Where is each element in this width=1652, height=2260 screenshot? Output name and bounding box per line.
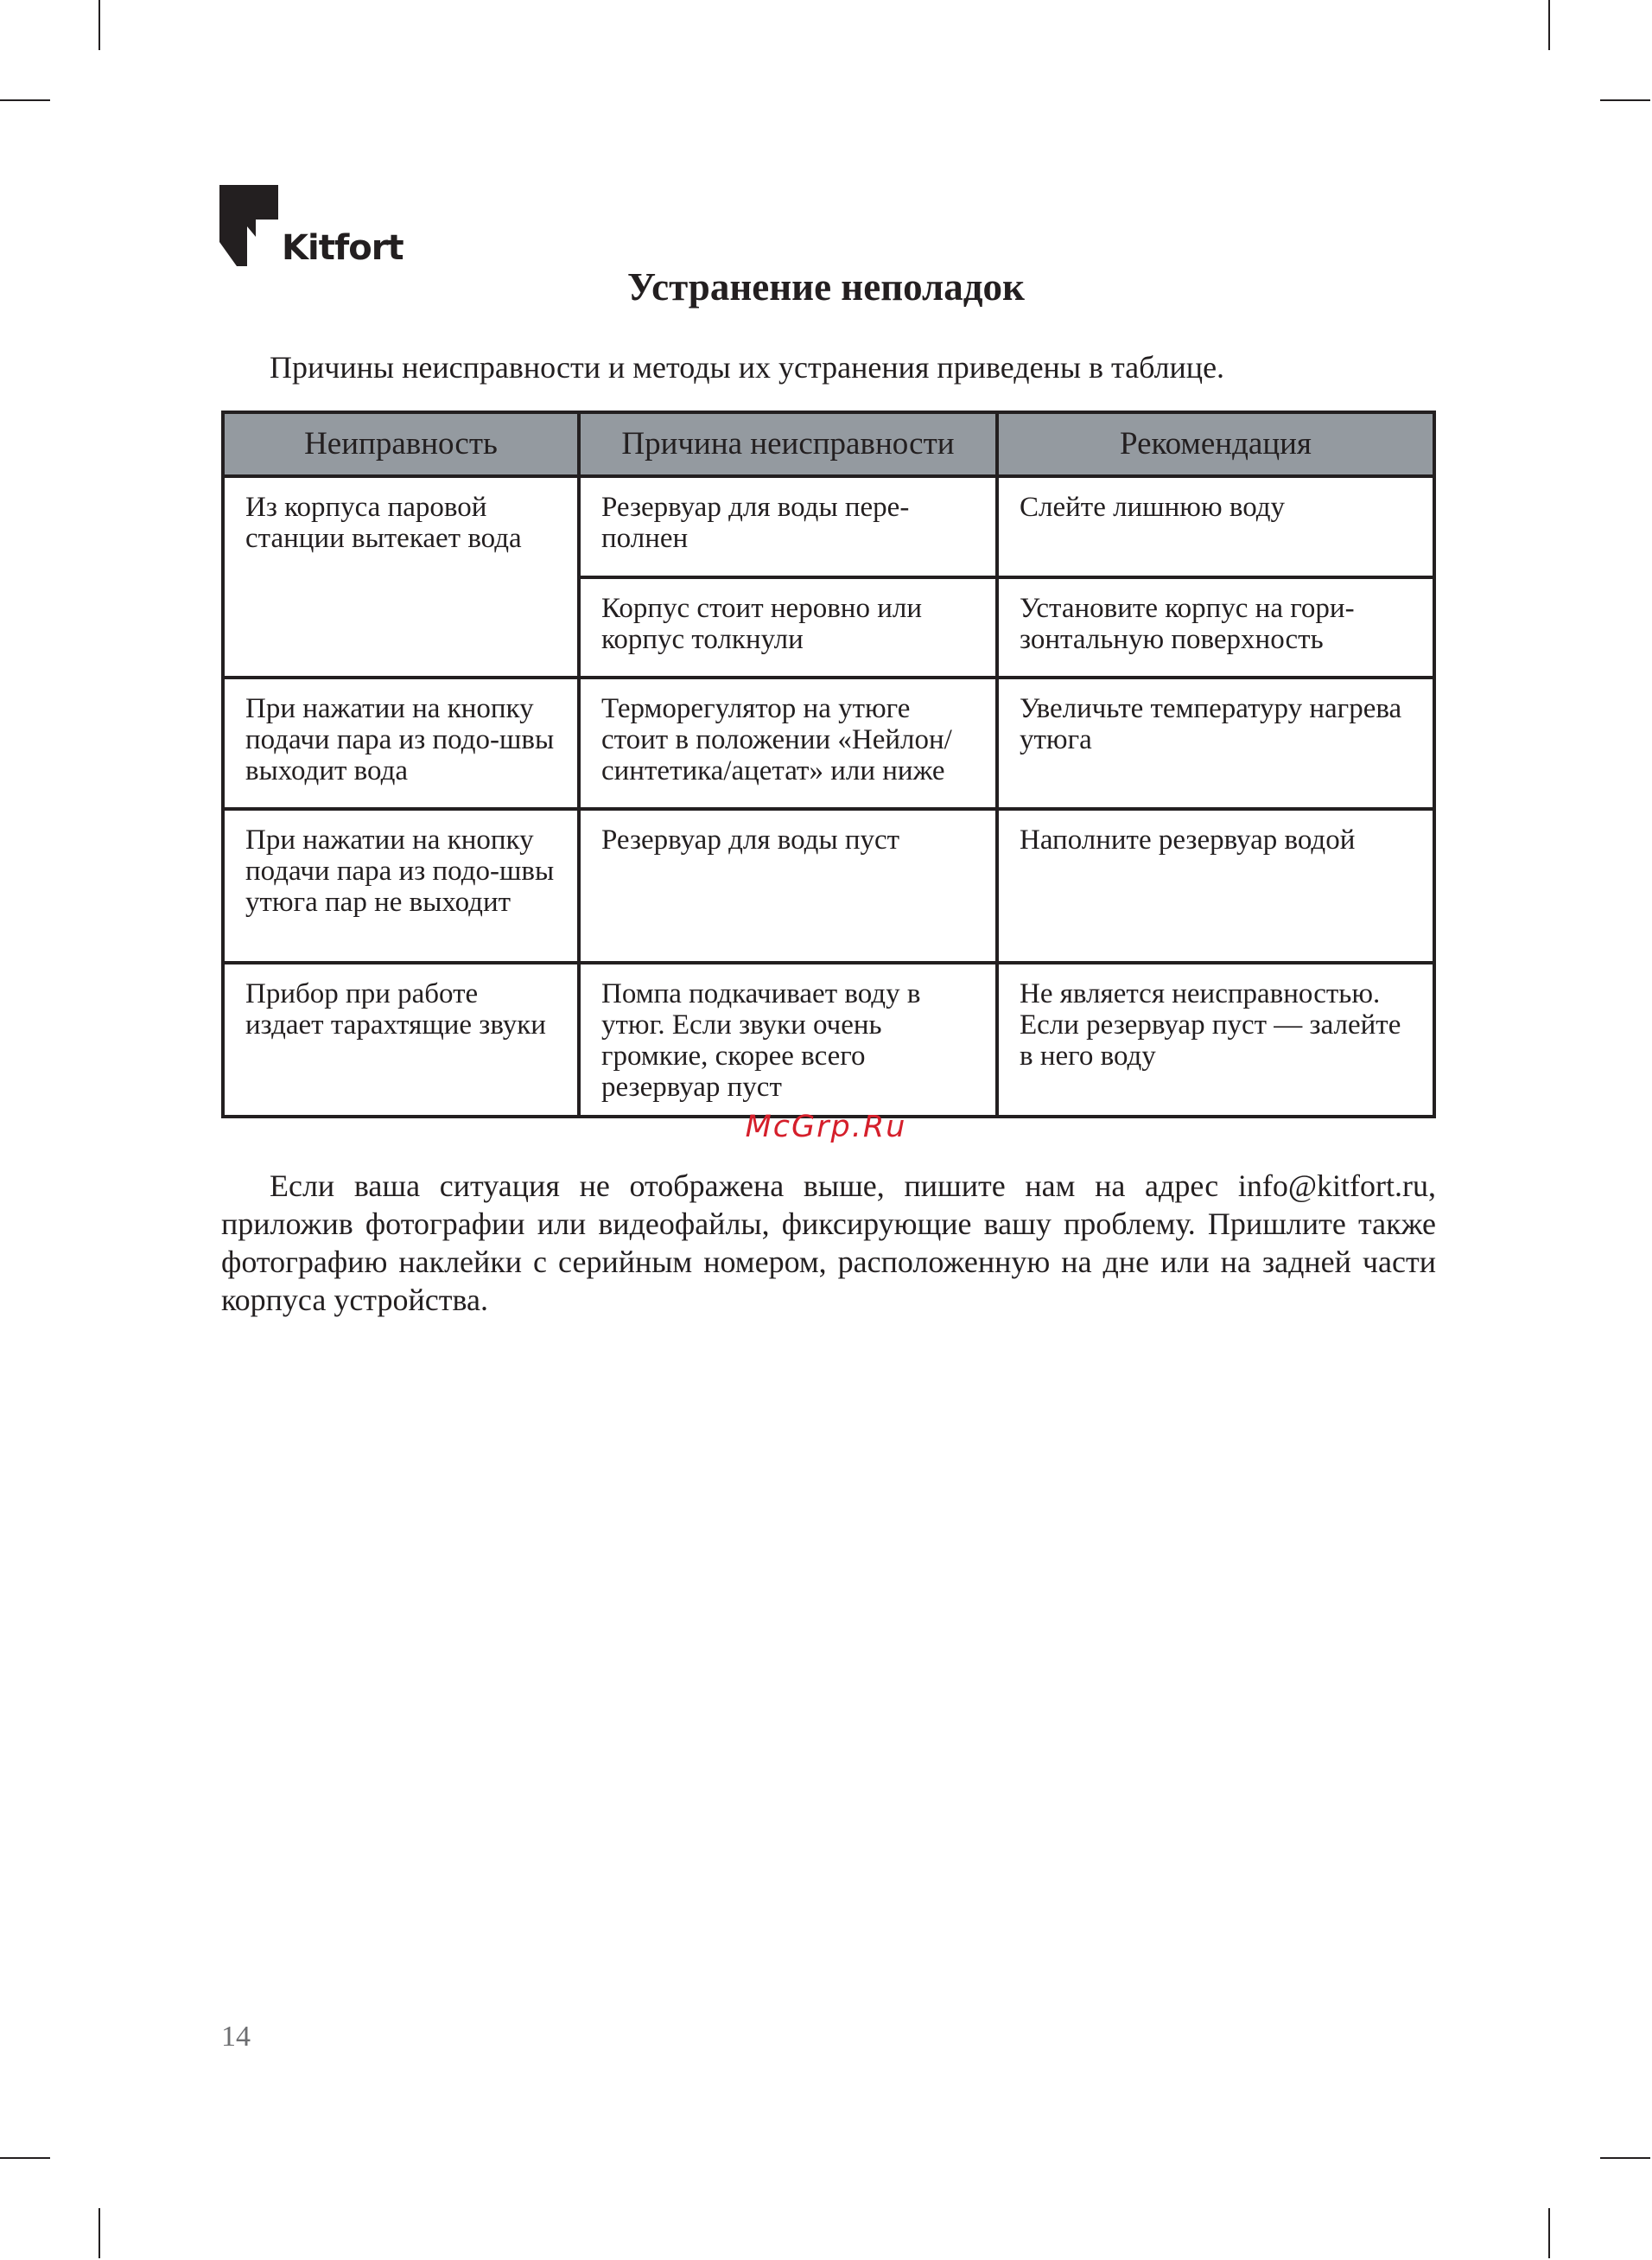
kitfort-logo-icon	[219, 185, 278, 266]
brand-name: Kitfort	[282, 228, 403, 268]
table-row	[223, 963, 1434, 1117]
watermark: McGrp.Ru	[745, 1110, 907, 1144]
page-title: Устранение неполадок	[627, 265, 1025, 309]
fault-cell: При нажатии на кнопку подачи пара из подо-швы выходит вода	[223, 678, 579, 809]
fix-cell: Наполните резервуар водой	[997, 809, 1434, 963]
contact-text: Если ваша ситуация не отображена выше, пишите нам на адрес info@kitfort.ru, приложив фотографии или видеофайлы, фиксирующие вашу проблему. Пришлите также фотографию наклейки с серийным номером, расположенную на дне или на задней части корпуса устройства.	[221, 1168, 1436, 1317]
crop-mark-bottom-right	[1548, 2208, 1550, 2258]
header-recommendation: Рекомендация	[997, 412, 1434, 476]
fault-cell: Из корпуса паровой станции вытекает вода	[223, 476, 579, 678]
fix-cell: Не является неисправностью. Если резервуар пуст — залейте в него воду	[997, 963, 1434, 1117]
page-number: 14	[221, 2021, 251, 2053]
table-header-row	[223, 412, 1434, 476]
troubleshooting-table	[221, 411, 1436, 1118]
brand-logo	[219, 185, 403, 266]
cause-cell: Помпа подкачивает воду в утюг. Если звуки очень громкие, скорее всего резервуар пуст	[579, 963, 997, 1117]
fix-cell: Увеличьте температуру нагрева утюга	[997, 678, 1434, 809]
intro-text: Причины неисправности и методы их устранения приведены в таблице.	[270, 350, 1225, 385]
table-row	[223, 678, 1434, 809]
fix-cell: Установите корпус на гори-зонтальную поверхность	[997, 577, 1434, 678]
header-cause: Причина неисправности	[579, 412, 997, 476]
header-fault: Неиправность	[223, 412, 579, 476]
crop-mark-bottom-left-h	[0, 2157, 50, 2159]
crop-mark-top-right-h	[1600, 99, 1650, 101]
cause-cell: Терморегулятор на утюге стоит в положении «Нейлон/синтетика/ацетат» или ниже	[579, 678, 997, 809]
crop-mark-bottom-right-h	[1600, 2157, 1650, 2159]
crop-mark-top-right	[1548, 0, 1550, 50]
cause-cell: Резервуар для воды пуст	[579, 809, 997, 963]
crop-mark-top-left	[98, 0, 100, 50]
fault-cell: Прибор при работе издает тарахтящие звуки	[223, 963, 579, 1117]
crop-mark-bottom-left	[98, 2208, 100, 2258]
crop-mark-top-left-h	[0, 99, 50, 101]
fault-cell: При нажатии на кнопку подачи пара из подо-швы утюга пар не выходит	[223, 809, 579, 963]
cause-cell: Корпус стоит неровно или корпус толкнули	[579, 577, 997, 678]
table-row	[223, 809, 1434, 963]
contact-paragraph	[221, 1167, 1436, 1319]
cause-cell: Резервуар для воды пере-полнен	[579, 476, 997, 577]
table-row	[223, 476, 1434, 577]
fix-cell: Слейте лишнюю воду	[997, 476, 1434, 577]
